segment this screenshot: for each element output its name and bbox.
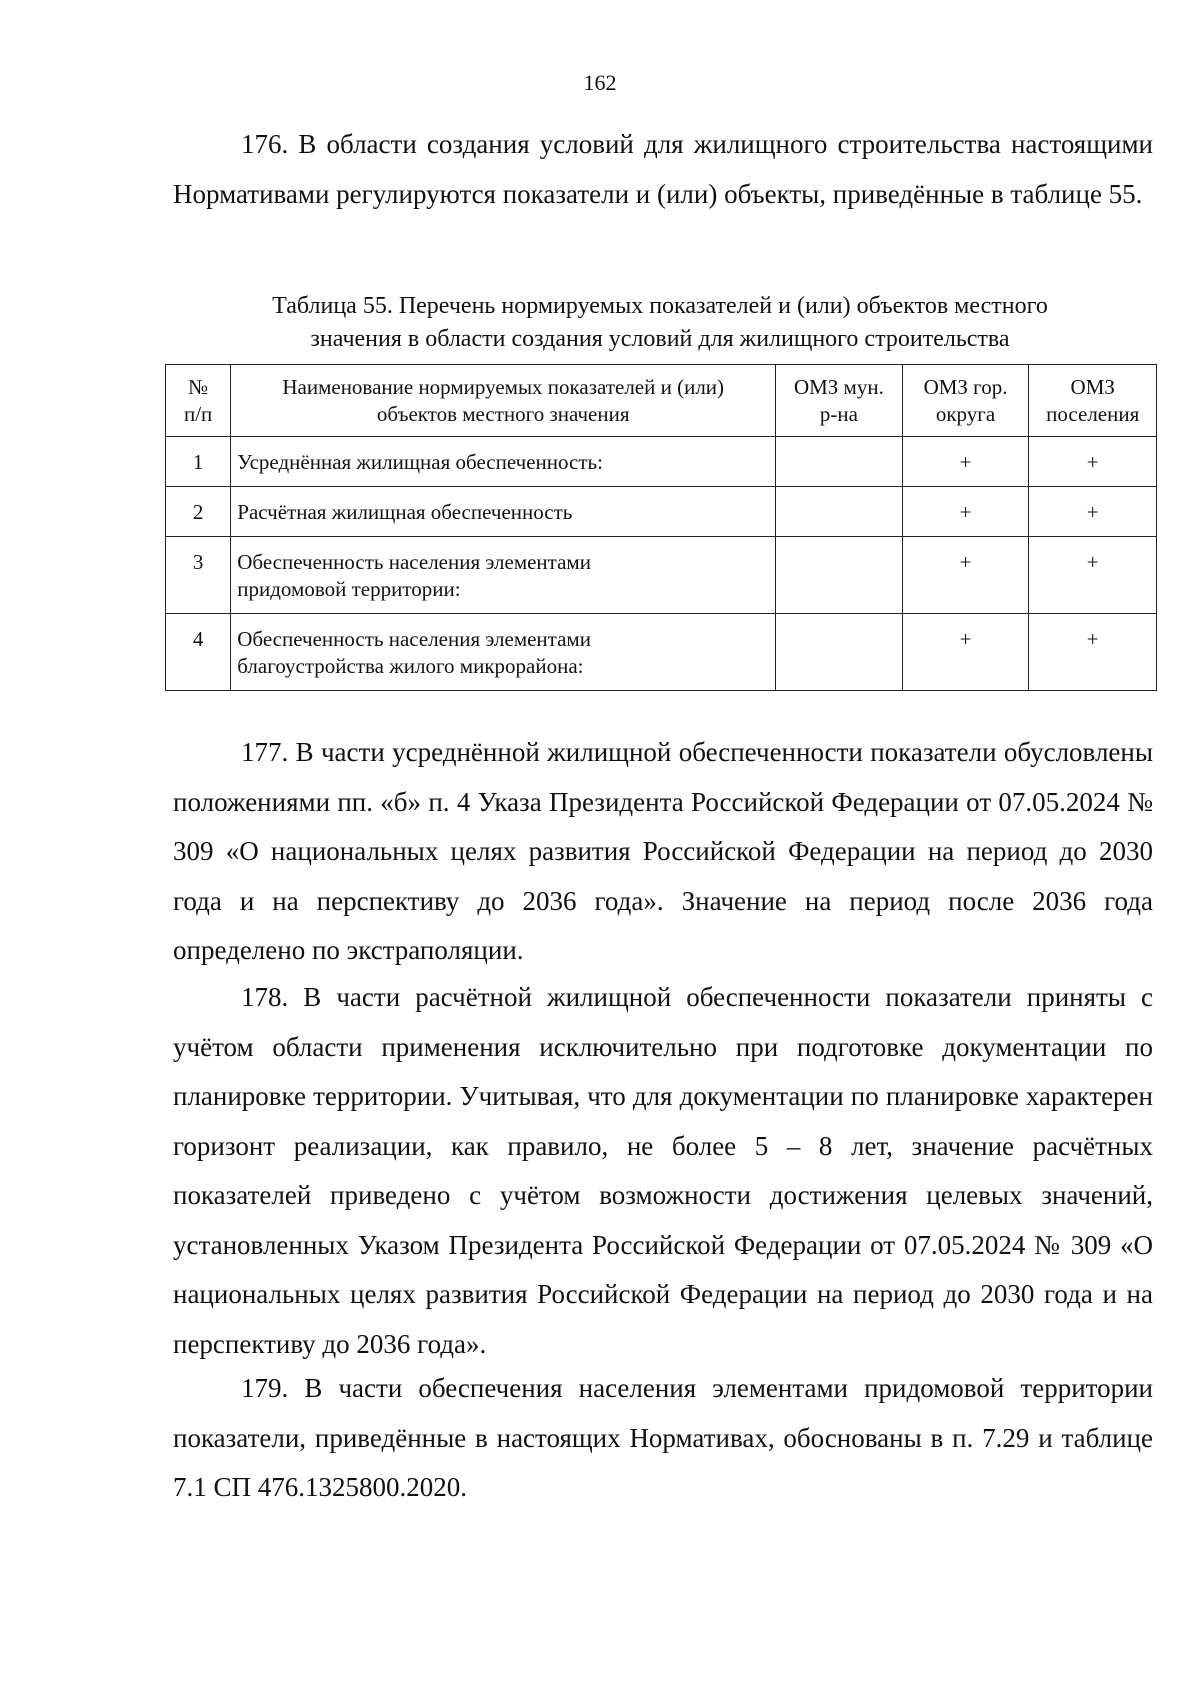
table-caption-line: Таблица 55. Перечень нормируемых показателей и (или) объектов местного (272, 293, 1048, 319)
cell-omz-gor: + (902, 614, 1029, 691)
cell-name-line: придомовой территории: (237, 577, 461, 601)
cell-omz-gor: + (902, 487, 1029, 537)
header-omz-mun (776, 365, 903, 437)
table-row (166, 487, 1157, 537)
paragraph-176: 176. В области создания условий для жилищного строительства настоящими Нормативами регулируются показатели и (или) объекты, приведённые в таблице 55. (173, 129, 1153, 209)
header-omz-pos-line: ОМЗ (1070, 375, 1115, 399)
cell-omz-gor: + (902, 437, 1029, 487)
cell-omz-pos: + (1029, 537, 1157, 614)
cell-name-line: Расчётная жилищная обеспеченность (237, 500, 573, 524)
cell-num: 1 (166, 437, 231, 487)
header-omz-mun-line: р-на (819, 402, 858, 426)
cell-name (231, 614, 776, 691)
cell-num: 2 (166, 487, 231, 537)
paragraph-177: 177. В части усреднённой жилищной обеспеченности показатели обусловлены положениями пп. «б» п. 4 Указа Президента Российской Федерации от 07.05.2024 № 309 «О национальных целях развития Российской Федерации на период до 2030 года и на перспективу до 2036 года». Значение на период после 2036 года определено по экстраполяции. (173, 737, 1153, 965)
cell-name-line: Усреднённая жилищная обеспеченность: (237, 450, 603, 474)
indicators-table (165, 364, 1157, 691)
header-name-line: Наименование нормируемых показателей и (или) (282, 375, 725, 399)
cell-name-line: Обеспеченность населения элементами (237, 550, 591, 574)
cell-name (231, 487, 776, 537)
cell-omz-mun (776, 437, 903, 487)
page-number: 162 (583, 70, 617, 95)
table-header-row (166, 365, 1157, 437)
header-omz-mun-line: ОМЗ мун. (793, 375, 884, 399)
paragraph-178: 178. В части расчётной жилищной обеспеченности показатели приняты с учётом области применения исключительно при подготовке документации по планировке территории. Учитывая, что для документации по планировке характерен горизонт реализации, как правило, не более 5 – 8 лет, значение расчётных показателей приведено с учётом возможности достижения целевых значений, установленных Указом Президента Российской Федерации от 07.05.2024 № 309 «О национальных целях развития Российской Федерации на период до 2030 года и на перспективу до 2036 года». (173, 982, 1153, 1359)
table-row (166, 437, 1157, 487)
header-num (166, 365, 231, 437)
header-num-line: № (188, 375, 209, 399)
table-caption-line: значения в области создания условий для жилищного строительства (310, 326, 1010, 352)
cell-omz-pos: + (1029, 487, 1157, 537)
paragraph-179: 179. В части обеспечения населения элементами придомовой территории показатели, приведённые в настоящих Нормативах, обоснованы в п. 7.29 и таблице 7.1 СП 476.1325800.2020. (173, 1373, 1153, 1502)
header-name-line: объектов местного значения (376, 402, 630, 426)
cell-num: 4 (166, 614, 231, 691)
header-omz-gor (902, 365, 1029, 437)
cell-name (231, 437, 776, 487)
cell-name-line: благоустройства жилого микрорайона: (237, 654, 584, 678)
cell-omz-pos: + (1029, 437, 1157, 487)
cell-omz-mun (776, 537, 903, 614)
cell-name-line: Обеспеченность населения элементами (237, 627, 591, 651)
cell-omz-mun (776, 487, 903, 537)
table-row (166, 537, 1157, 614)
header-num-line: п/п (183, 402, 213, 426)
table-row (166, 614, 1157, 691)
header-omz-gor-line: округа (935, 402, 996, 426)
header-omz-pos-line: поселения (1046, 402, 1140, 426)
cell-omz-pos: + (1029, 614, 1157, 691)
header-omz-pos (1029, 365, 1157, 437)
cell-omz-mun (776, 614, 903, 691)
cell-num: 3 (166, 537, 231, 614)
table-caption (160, 290, 1160, 356)
header-name (231, 365, 776, 437)
header-omz-gor-line: ОМЗ гор. (923, 375, 1008, 399)
cell-omz-gor: + (902, 537, 1029, 614)
cell-name (231, 537, 776, 614)
